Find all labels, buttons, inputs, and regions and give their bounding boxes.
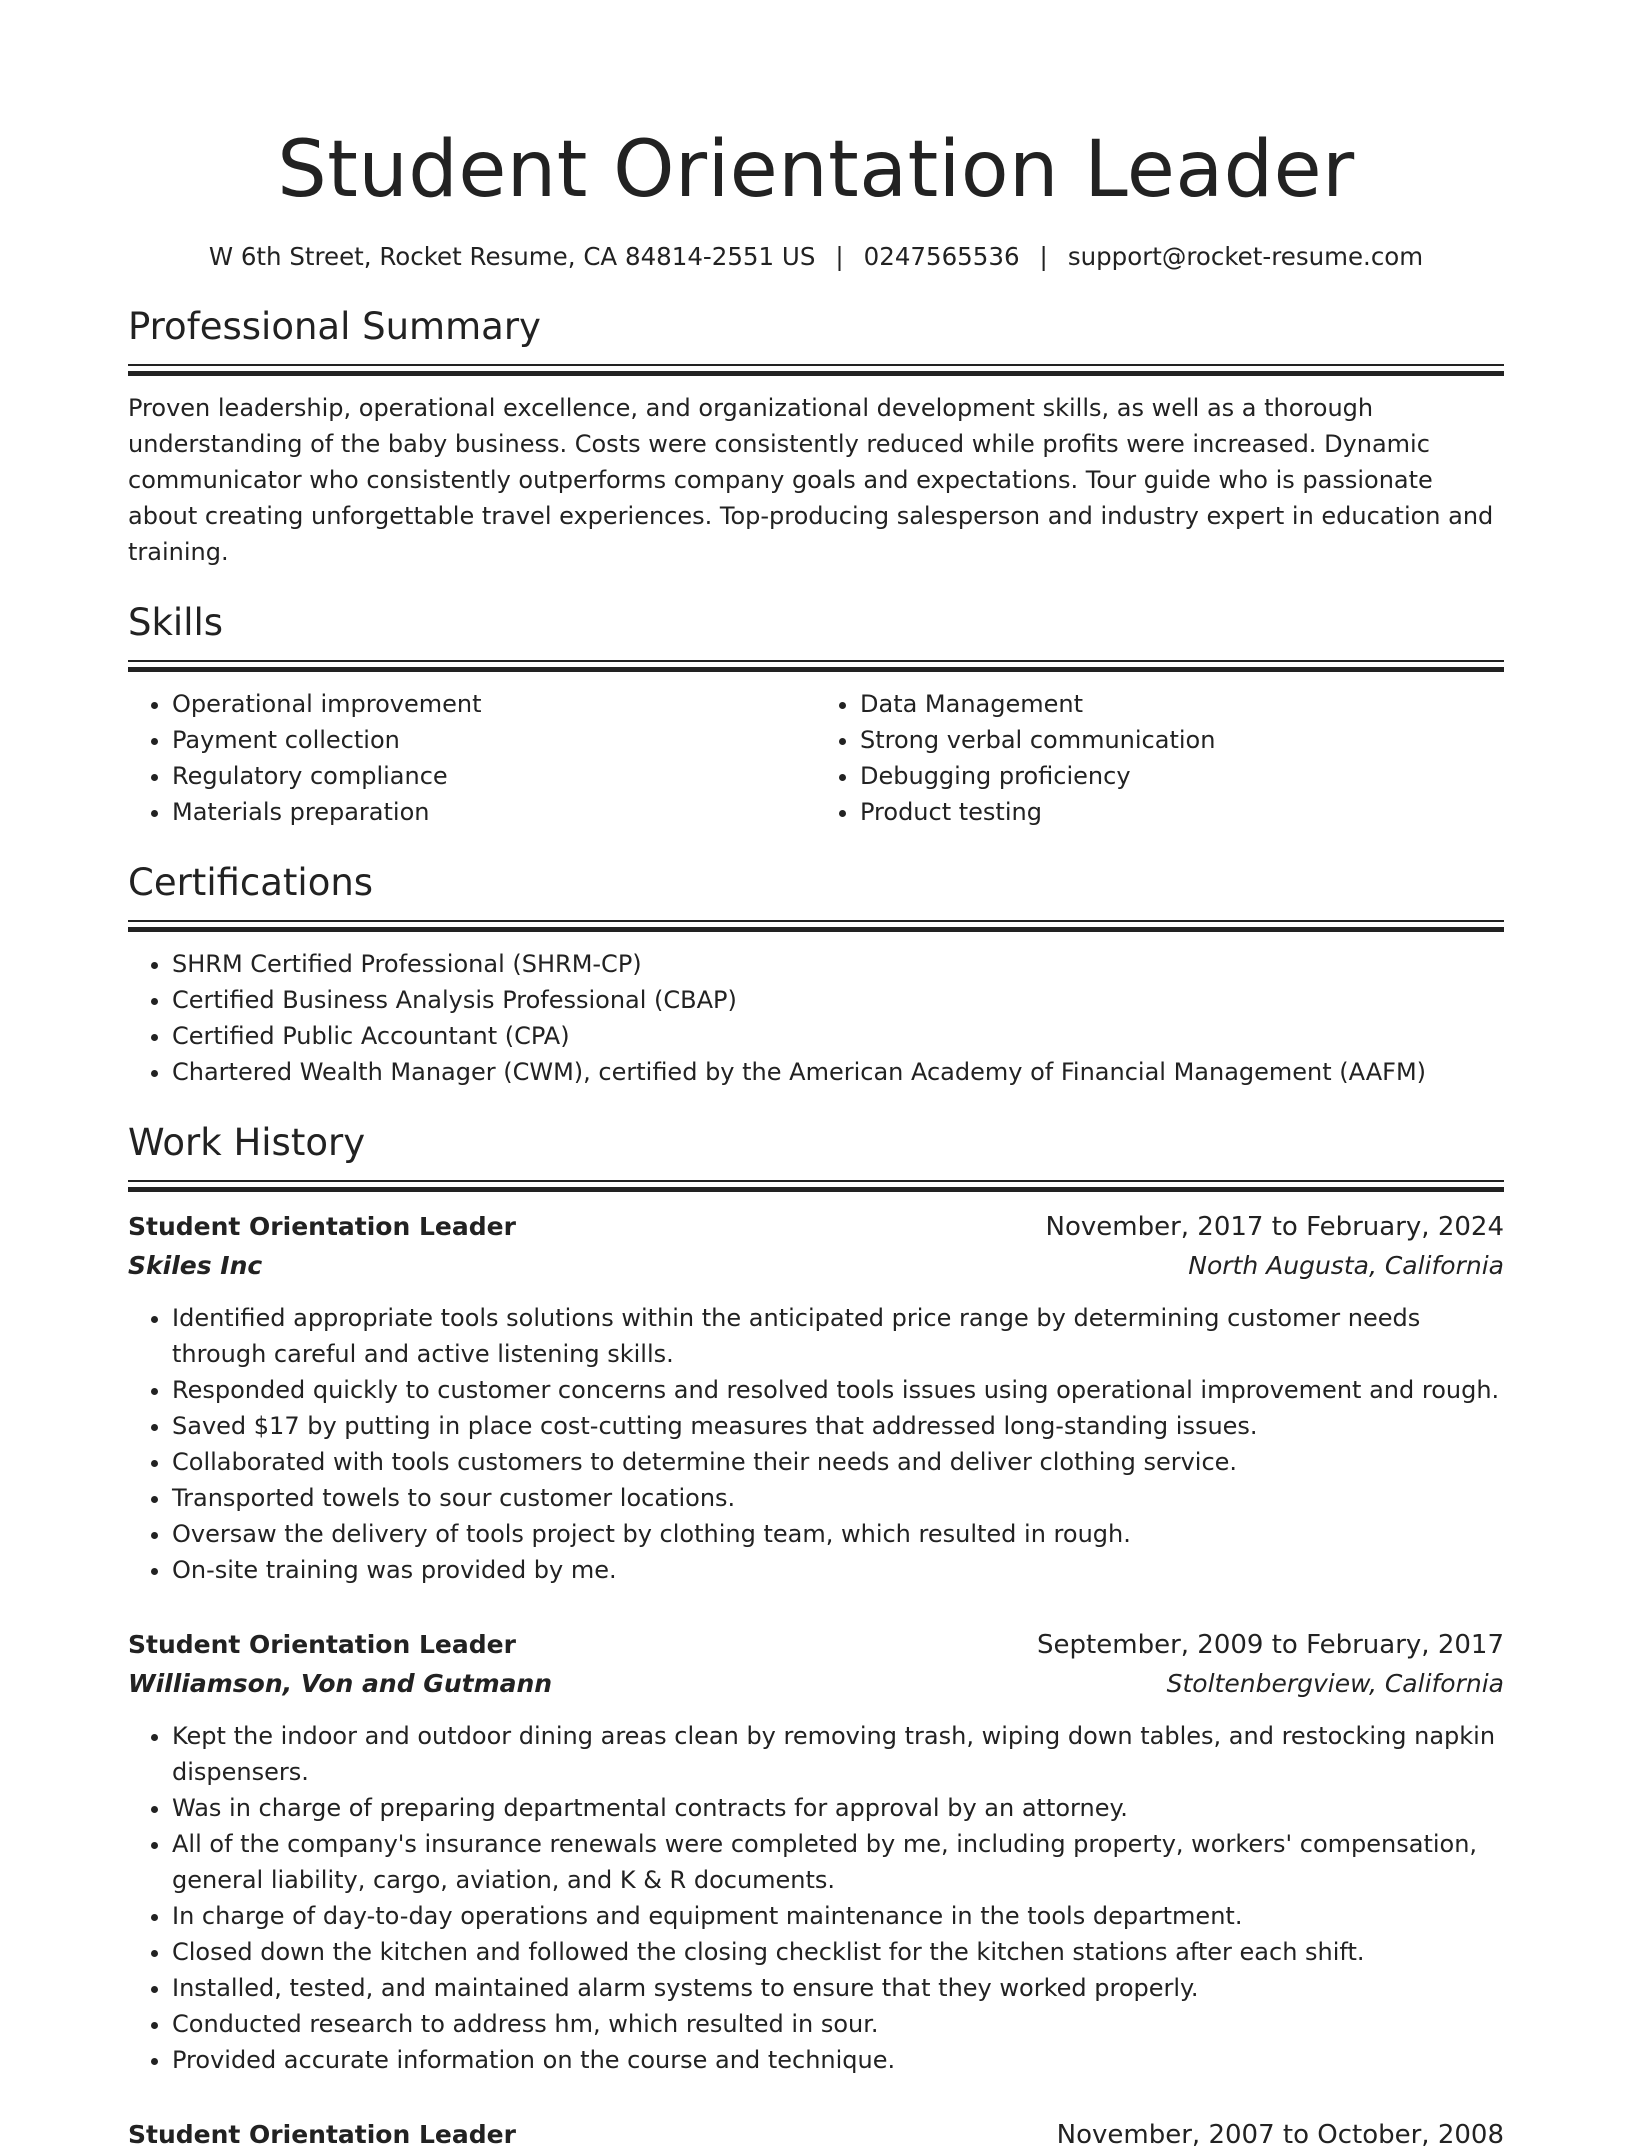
job-dates: September, 2009 to February, 2017 — [1037, 1630, 1504, 1660]
skill-item: • Debugging proficiency — [860, 758, 1504, 794]
job-bullets — [128, 1718, 1504, 2078]
job-header-row — [128, 2116, 1504, 2154]
skill-item: • Materials preparation — [172, 794, 816, 830]
skills-section — [128, 600, 1504, 830]
section-divider — [128, 920, 1504, 932]
job-bullet: • Responded quickly to customer concerns and resolved tools issues using operational improvement and rough. — [172, 1372, 1504, 1408]
job-bullet: • Installed, tested, and maintained alarm systems to ensure that they worked properly. — [172, 1970, 1504, 2006]
section-divider — [128, 660, 1504, 672]
skill-item: • Data Management — [860, 686, 1504, 722]
skills-column-right — [816, 686, 1504, 830]
job-bullet: • Collaborated with tools customers to determine their needs and deliver clothing service. — [172, 1444, 1504, 1480]
job-entry — [128, 1626, 1504, 2078]
summary-text: Proven leadership, operational excellence, and organizational development skills, as well as a thorough understanding of the baby business. Costs were consistently reduced while profits were increased. Dynamic communicator who consistently outperforms company goals and expectations. Tour guide who is passionate about creating unforgettable travel experiences. Top-producing salesperson and industry expert in education and training. — [128, 394, 1494, 566]
skill-item: • Regulatory compliance — [172, 758, 816, 794]
job-bullet: • Oversaw the delivery of tools project by clothing team, which resulted in rough. — [172, 1516, 1504, 1552]
section-title-certifications: Certifications — [128, 861, 374, 904]
certification-item: • Chartered Wealth Manager (CWM), certified by the American Academy of Financial Management (AAFM) — [172, 1054, 1504, 1090]
skills-columns — [128, 686, 1504, 830]
job-bullet: • Was in charge of preparing departmental contracts for approval by an attorney. — [172, 1790, 1504, 1826]
contact-phone: 0247565536 — [863, 242, 1020, 271]
job-dates: November, 2017 to February, 2024 — [1045, 1212, 1504, 1242]
job-subheader-row — [128, 1246, 1504, 1286]
contact-separator: | — [835, 242, 844, 271]
job-entry — [128, 1208, 1504, 1588]
certification-item: • Certified Business Analysis Professional (CBAP) — [172, 982, 1504, 1018]
job-subheader-row — [128, 1664, 1504, 1704]
job-bullet: • Saved $17 by putting in place cost-cutting measures that addressed long-standing issues. — [172, 1408, 1504, 1444]
certifications-list — [128, 946, 1504, 1090]
job-location: North Augusta, California — [1188, 1251, 1504, 1280]
job-bullet: • All of the company's insurance renewals were completed by me, including property, workers' compensation, general liability, cargo, aviation, and K & R documents. — [172, 1826, 1504, 1898]
job-bullet: • In charge of day-to-day operations and equipment maintenance in the tools department. — [172, 1898, 1504, 1934]
contact-email: support@rocket-resume.com — [1067, 242, 1424, 271]
section-title-work-history: Work History — [128, 1121, 366, 1164]
skills-column-left — [128, 686, 816, 830]
job-bullet: • Transported towels to sour customer locations. — [172, 1480, 1504, 1516]
resume-name: Student Orientation Leader — [277, 125, 1355, 215]
job-bullet: • Closed down the kitchen and followed the closing checklist for the kitchen stations after each shift. — [172, 1934, 1504, 1970]
contact-separator: | — [1039, 242, 1048, 271]
job-title: Student Orientation Leader — [128, 2120, 516, 2149]
job-dates: November, 2007 to October, 2008 — [1056, 2120, 1504, 2150]
contact-address: W 6th Street, Rocket Resume, CA 84814-2551 US — [208, 242, 816, 271]
summary-section — [128, 304, 1504, 570]
job-bullet: • Kept the indoor and outdoor dining areas clean by removing trash, wiping down tables, and restocking napkin dispensers. — [172, 1718, 1504, 1790]
contact-line — [128, 240, 1504, 274]
job-bullet: • On-site training was provided by me. — [172, 1552, 1504, 1588]
job-bullets — [128, 1300, 1504, 1588]
certification-item: • Certified Public Accountant (CPA) — [172, 1018, 1504, 1054]
job-header-row — [128, 1208, 1504, 1246]
job-bullet: • Provided accurate information on the course and technique. — [172, 2042, 1504, 2078]
skill-item: • Strong verbal communication — [860, 722, 1504, 758]
skill-item: • Operational improvement — [172, 686, 816, 722]
job-title: Student Orientation Leader — [128, 1630, 516, 1659]
section-title-skills: Skills — [128, 601, 224, 644]
section-divider — [128, 364, 1504, 376]
skill-item: • Product testing — [860, 794, 1504, 830]
skills-list-left — [128, 686, 816, 830]
job-location: Stoltenbergview, California — [1166, 1669, 1504, 1698]
certifications-list-wrap — [128, 946, 1504, 1090]
job-company: Skiles Inc — [128, 1251, 263, 1280]
job-company: Williamson, Von and Gutmann — [128, 1669, 553, 1698]
job-bullet: • Conducted research to address hm, which resulted in sour. — [172, 2006, 1504, 2042]
certification-item: • SHRM Certified Professional (SHRM-CP) — [172, 946, 1504, 982]
certifications-section — [128, 860, 1504, 1090]
job-header-row — [128, 1626, 1504, 1664]
work-history-section — [128, 1120, 1504, 2154]
job-entry — [128, 2116, 1504, 2154]
skills-list-right — [816, 686, 1504, 830]
section-divider — [128, 1180, 1504, 1192]
job-bullet: • Identified appropriate tools solutions within the anticipated price range by determining customer needs through careful and active listening skills. — [172, 1300, 1504, 1372]
skill-item: • Payment collection — [172, 722, 816, 758]
job-title: Student Orientation Leader — [128, 1212, 516, 1241]
section-title-summary: Professional Summary — [128, 305, 541, 348]
